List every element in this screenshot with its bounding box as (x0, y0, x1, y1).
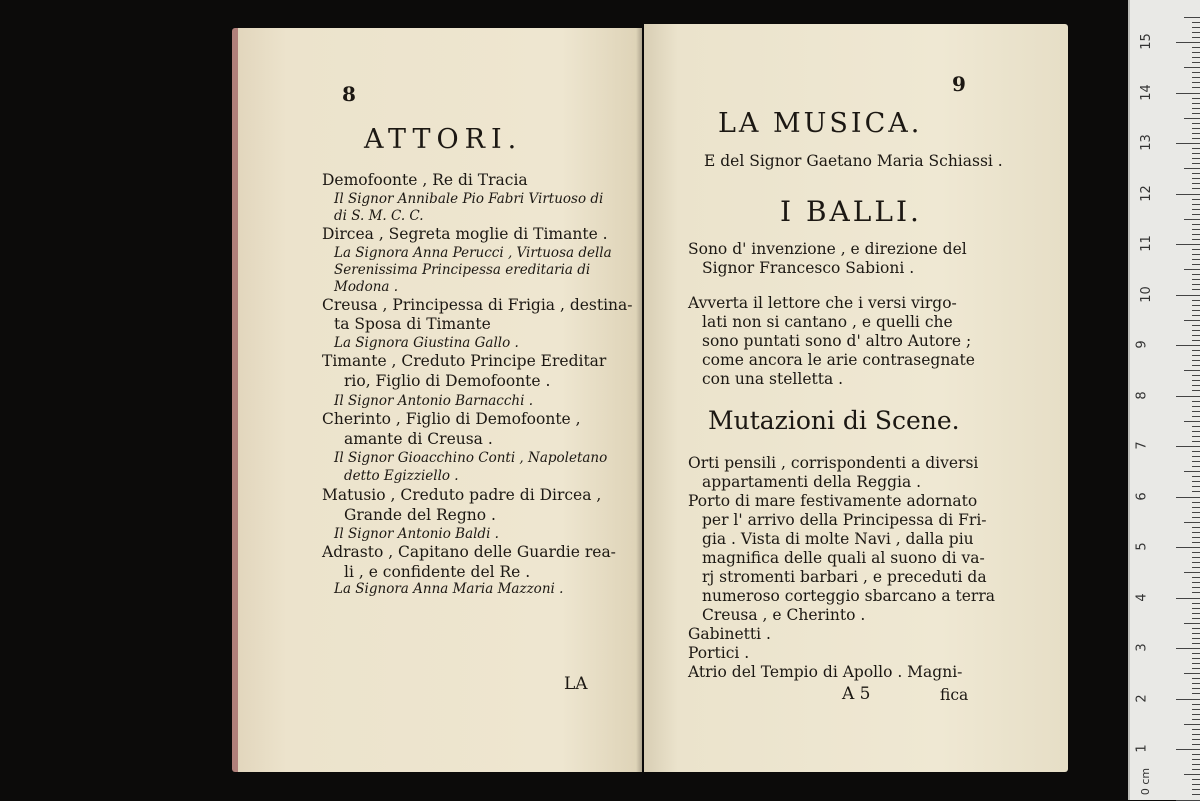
ruler-tick (1192, 214, 1200, 215)
ruler-tick (1192, 133, 1200, 134)
ruler-tick (1192, 274, 1200, 275)
note-line: con una stelletta . (702, 370, 844, 388)
ruler-number: 11 (1138, 235, 1154, 252)
scene-line: Atrio del Tempio di Apollo . Magni- (688, 663, 963, 681)
ruler-tick (1192, 769, 1200, 770)
ruler-tick (1192, 229, 1200, 230)
ruler-tick (1192, 350, 1200, 351)
ruler-tick (1176, 194, 1200, 195)
ruler-tick (1192, 628, 1200, 629)
ruler-tick (1192, 491, 1200, 492)
ruler-tick (1192, 618, 1200, 619)
ruler-tick (1192, 668, 1200, 669)
ruler-tick (1192, 365, 1200, 366)
ruler-tick (1192, 300, 1200, 301)
ruler-tick (1192, 476, 1200, 477)
ruler-tick (1176, 295, 1200, 296)
cast-line: Il Signor Antonio Baldi . (334, 526, 499, 542)
ruler-tick (1192, 693, 1200, 694)
ruler-tick (1192, 355, 1200, 356)
ruler-tick (1192, 234, 1200, 235)
cast-line: di S. M. C. C. (334, 208, 424, 224)
cast-line: li , e confidente del Re . (344, 563, 531, 581)
ruler-number: 6 (1134, 491, 1150, 501)
ruler-tick (1184, 623, 1200, 624)
ruler-tick (1192, 138, 1200, 139)
ruler-tick (1192, 148, 1200, 149)
ruler-tick (1176, 598, 1200, 599)
cast-line: Grande del Regno . (344, 506, 496, 524)
scene-line: Porto di mare festivamente adornato (688, 492, 978, 510)
ruler-tick (1184, 421, 1200, 422)
ruler-tick (1192, 729, 1200, 730)
scene-line: magnifica delle quali al suono di va- (702, 549, 985, 567)
cast-line: Adrasto , Capitano delle Guardie rea- (322, 543, 616, 561)
ruler-tick (1192, 542, 1200, 543)
ruler-tick (1192, 305, 1200, 306)
ruler-tick (1192, 739, 1200, 740)
ruler-tick (1192, 532, 1200, 533)
ruler-tick (1184, 673, 1200, 674)
ruler-tick (1192, 173, 1200, 174)
ruler-tick (1192, 32, 1200, 33)
ruler-tick (1176, 244, 1200, 245)
ruler-number: 15 (1138, 33, 1154, 50)
ruler-number: 5 (1134, 542, 1150, 551)
ruler-tick (1192, 759, 1200, 760)
ruler-tick (1192, 527, 1200, 528)
ruler-tick (1184, 17, 1200, 18)
ruler-tick (1192, 481, 1200, 482)
cast-line: Matusio , Creduto padre di Dircea , (322, 486, 602, 504)
ruler-number: 7 (1134, 441, 1150, 450)
ruler-tick (1184, 471, 1200, 472)
ruler-tick (1184, 168, 1200, 169)
ruler-tick (1192, 325, 1200, 326)
page-number: 9 (952, 72, 966, 96)
cast-line: Il Signor Antonio Barnacchi . (334, 393, 534, 409)
ruler-tick (1192, 289, 1200, 290)
catchword: fica (940, 686, 969, 704)
ruler-tick (1192, 658, 1200, 659)
ruler-tick (1184, 219, 1200, 220)
ruler-tick (1192, 224, 1200, 225)
cast-line: Creusa , Principessa di Frigia , destina- (322, 296, 633, 314)
ruler-tick (1192, 82, 1200, 83)
ruler-tick (1192, 709, 1200, 710)
cast-line: Cherinto , Figlio di Demofoonte , (322, 410, 581, 428)
ruler-tick (1192, 764, 1200, 765)
ruler-tick (1192, 335, 1200, 336)
ruler-tick (1192, 37, 1200, 38)
ruler-number: 13 (1138, 134, 1154, 151)
ruler-tick (1192, 663, 1200, 664)
ruler-tick (1184, 724, 1200, 725)
ruler-number: 14 (1138, 83, 1154, 101)
cast-line: La Signora Giustina Gallo . (334, 335, 519, 351)
scene-line: numeroso corteggio sbarcano a terra (702, 587, 995, 605)
cast-line: Il Signor Annibale Pio Fabri Virtuoso di (334, 191, 604, 207)
ruler-tick (1176, 42, 1200, 43)
ruler-tick (1192, 426, 1200, 427)
scene-line: Orti pensili , corrispondenti a diversi (688, 454, 979, 472)
ruler-tick (1192, 279, 1200, 280)
ruler-number: 2 (1134, 693, 1150, 703)
ruler-tick (1176, 446, 1200, 447)
ruler-tick (1176, 648, 1200, 649)
ruler-tick (1192, 486, 1200, 487)
cast-line: Demofoonte , Re di Tracia (322, 171, 528, 189)
ruler-tick (1192, 128, 1200, 129)
ruler-tick (1192, 537, 1200, 538)
ruler-tick (1192, 567, 1200, 568)
ruler-tick (1192, 507, 1200, 508)
ruler-tick (1184, 269, 1200, 270)
ruler-tick (1192, 401, 1200, 402)
ruler-tick (1192, 315, 1200, 316)
ruler-tick (1192, 552, 1200, 553)
ruler-tick (1192, 461, 1200, 462)
scene-line: gia . Vista di molte Navi , dalla piu (702, 530, 974, 548)
ruler-number: 10 (1138, 285, 1154, 303)
cast-line: La Signora Anna Perucci , Virtuosa della (334, 245, 612, 261)
ruler-tick (1192, 57, 1200, 58)
ruler-tick (1184, 118, 1200, 119)
ruler-tick (1192, 502, 1200, 503)
ruler-number: 4 (1134, 592, 1150, 602)
ruler-tick (1192, 188, 1200, 189)
ruler-tick (1192, 603, 1200, 604)
ruler-tick (1192, 441, 1200, 442)
note-line: sono puntati sono d' altro Autore ; (702, 332, 972, 350)
cast-line: La Signora Anna Maria Mazzoni . (334, 581, 564, 597)
ruler-tick (1184, 572, 1200, 573)
ruler-tick (1192, 577, 1200, 578)
ruler-tick (1192, 411, 1200, 412)
ruler-tick (1192, 153, 1200, 154)
cast-line: ta Sposa di Timante (334, 315, 491, 333)
ruler-tick (1192, 562, 1200, 563)
ruler-tick (1192, 98, 1200, 99)
ruler-tick (1192, 688, 1200, 689)
ruler-tick (1192, 734, 1200, 735)
note-line: come ancora le arie contrasegnate (702, 351, 975, 369)
ruler-tick (1192, 375, 1200, 376)
ruler-tick (1184, 774, 1200, 775)
cast-line: Serenissima Principessa ereditaria di (334, 262, 591, 278)
balli-line: Signor Francesco Sabioni . (702, 259, 915, 277)
ruler-tick (1192, 638, 1200, 639)
ruler-tick (1192, 22, 1200, 23)
ruler-tick (1192, 517, 1200, 518)
ruler-tick (1192, 249, 1200, 250)
ruler-tick (1176, 497, 1200, 498)
ruler-number: 8 (1134, 390, 1150, 400)
ruler-tick (1192, 113, 1200, 114)
ruler-tick (1192, 582, 1200, 583)
ruler-number: 3 (1134, 643, 1150, 652)
ruler-tick (1192, 754, 1200, 755)
ruler-tick (1192, 704, 1200, 705)
ruler-tick (1192, 380, 1200, 381)
ruler-tick (1176, 345, 1200, 346)
ruler-tick (1192, 683, 1200, 684)
ruler-tick (1192, 284, 1200, 285)
ruler-tick (1192, 714, 1200, 715)
cast-line: rio, Figlio di Demofoonte . (344, 372, 551, 390)
ruler-number: 9 (1134, 340, 1150, 349)
page-number: 8 (342, 82, 356, 106)
ruler-tick (1192, 209, 1200, 210)
ruler-tick (1184, 522, 1200, 523)
scene-line: appartamenti della Reggia . (702, 473, 922, 491)
page-heading-attori: ATTORI. (364, 124, 523, 155)
ruler-tick (1192, 183, 1200, 184)
ruler-tick (1176, 547, 1200, 548)
heading-mutazioni-di-scene: Mutazioni di Scene. (708, 406, 960, 435)
scene-line: Portici . (688, 644, 750, 662)
ruler-tick (1184, 67, 1200, 68)
scene-line: rj stromenti barbari , e preceduti da (702, 568, 987, 586)
ruler-tick (1192, 52, 1200, 53)
ruler-tick (1192, 557, 1200, 558)
ruler-tick (1192, 390, 1200, 391)
right-page (644, 24, 1068, 772)
cast-line: Modona . (334, 279, 399, 295)
note-line: Avverta il lettore che i versi virgo- (688, 294, 957, 312)
open-book (232, 28, 1068, 772)
ruler-tick (1176, 143, 1200, 144)
ruler-tick (1192, 330, 1200, 331)
ruler-tick (1192, 633, 1200, 634)
scene-line: Creusa , e Cherinto . (702, 606, 866, 624)
ruler-tick (1192, 360, 1200, 361)
cast-line: Timante , Creduto Principe Ereditar (322, 352, 607, 370)
ruler-tick (1192, 416, 1200, 417)
ruler-tick (1192, 643, 1200, 644)
ruler-tick (1192, 77, 1200, 78)
measuring-ruler (1128, 0, 1200, 800)
ruler-tick (1192, 108, 1200, 109)
ruler-tick (1192, 239, 1200, 240)
ruler-tick (1192, 587, 1200, 588)
ruler-tick (1192, 103, 1200, 104)
ruler-tick (1192, 264, 1200, 265)
ruler-tick (1192, 466, 1200, 467)
ruler-tick (1192, 608, 1200, 609)
scene-line: Gabinetti . (688, 625, 771, 643)
ruler-tick (1184, 320, 1200, 321)
ruler-tick (1192, 406, 1200, 407)
ruler-tick (1192, 613, 1200, 614)
left-page (232, 28, 642, 772)
ruler-unit-label: 0 cm (1139, 767, 1153, 796)
heading-la-musica: LA MUSICA. (718, 108, 923, 139)
ruler-tick (1192, 512, 1200, 513)
cast-line: Il Signor Gioacchino Conti , Napoletano (334, 450, 608, 466)
ruler-tick (1176, 396, 1200, 397)
cast-line: amante di Creusa . (344, 430, 493, 448)
ruler-tick (1192, 653, 1200, 654)
ruler-tick (1192, 340, 1200, 341)
ruler-tick (1192, 431, 1200, 432)
ruler-tick (1192, 163, 1200, 164)
cast-line: detto Egizziello . (344, 468, 459, 484)
scene-line: per l' arrivo della Principessa di Fri- (702, 511, 987, 529)
ruler-tick (1192, 254, 1200, 255)
ruler-tick (1184, 370, 1200, 371)
ruler-tick (1176, 699, 1200, 700)
cast-line: Dircea , Segreta moglie di Timante . (322, 225, 608, 243)
ruler-tick (1192, 199, 1200, 200)
ruler-tick (1192, 123, 1200, 124)
ruler-tick (1192, 789, 1200, 790)
ruler-tick (1192, 784, 1200, 785)
ruler-tick (1192, 62, 1200, 63)
ruler-tick (1192, 436, 1200, 437)
ruler-tick (1192, 456, 1200, 457)
ruler-tick (1192, 794, 1200, 795)
ruler-tick (1192, 47, 1200, 48)
ruler-tick (1192, 779, 1200, 780)
note-line: lati non si cantano , e quelli che (702, 313, 953, 331)
heading-i-balli: I BALLI. (780, 195, 922, 228)
ruler-tick (1192, 719, 1200, 720)
ruler-tick (1192, 27, 1200, 28)
ruler-number: 1 (1134, 744, 1150, 753)
signature-mark: A 5 (842, 684, 871, 704)
ruler-tick (1192, 310, 1200, 311)
ruler-tick (1192, 87, 1200, 88)
ruler-tick (1192, 592, 1200, 593)
ruler-tick (1192, 72, 1200, 73)
ruler-number: 12 (1138, 184, 1154, 202)
ruler-tick (1192, 259, 1200, 260)
ruler-tick (1192, 158, 1200, 159)
ruler-tick (1192, 178, 1200, 179)
ruler-tick (1176, 749, 1200, 750)
ruler-tick (1192, 744, 1200, 745)
ruler-tick (1192, 678, 1200, 679)
ruler-tick (1192, 204, 1200, 205)
ruler-tick (1176, 93, 1200, 94)
ruler-tick (1192, 451, 1200, 452)
ruler-tick (1192, 385, 1200, 386)
music-credit: E del Signor Gaetano Maria Schiassi . (704, 152, 1003, 170)
balli-line: Sono d' invenzione , e direzione del (688, 240, 967, 258)
catchword: LA (564, 674, 588, 694)
